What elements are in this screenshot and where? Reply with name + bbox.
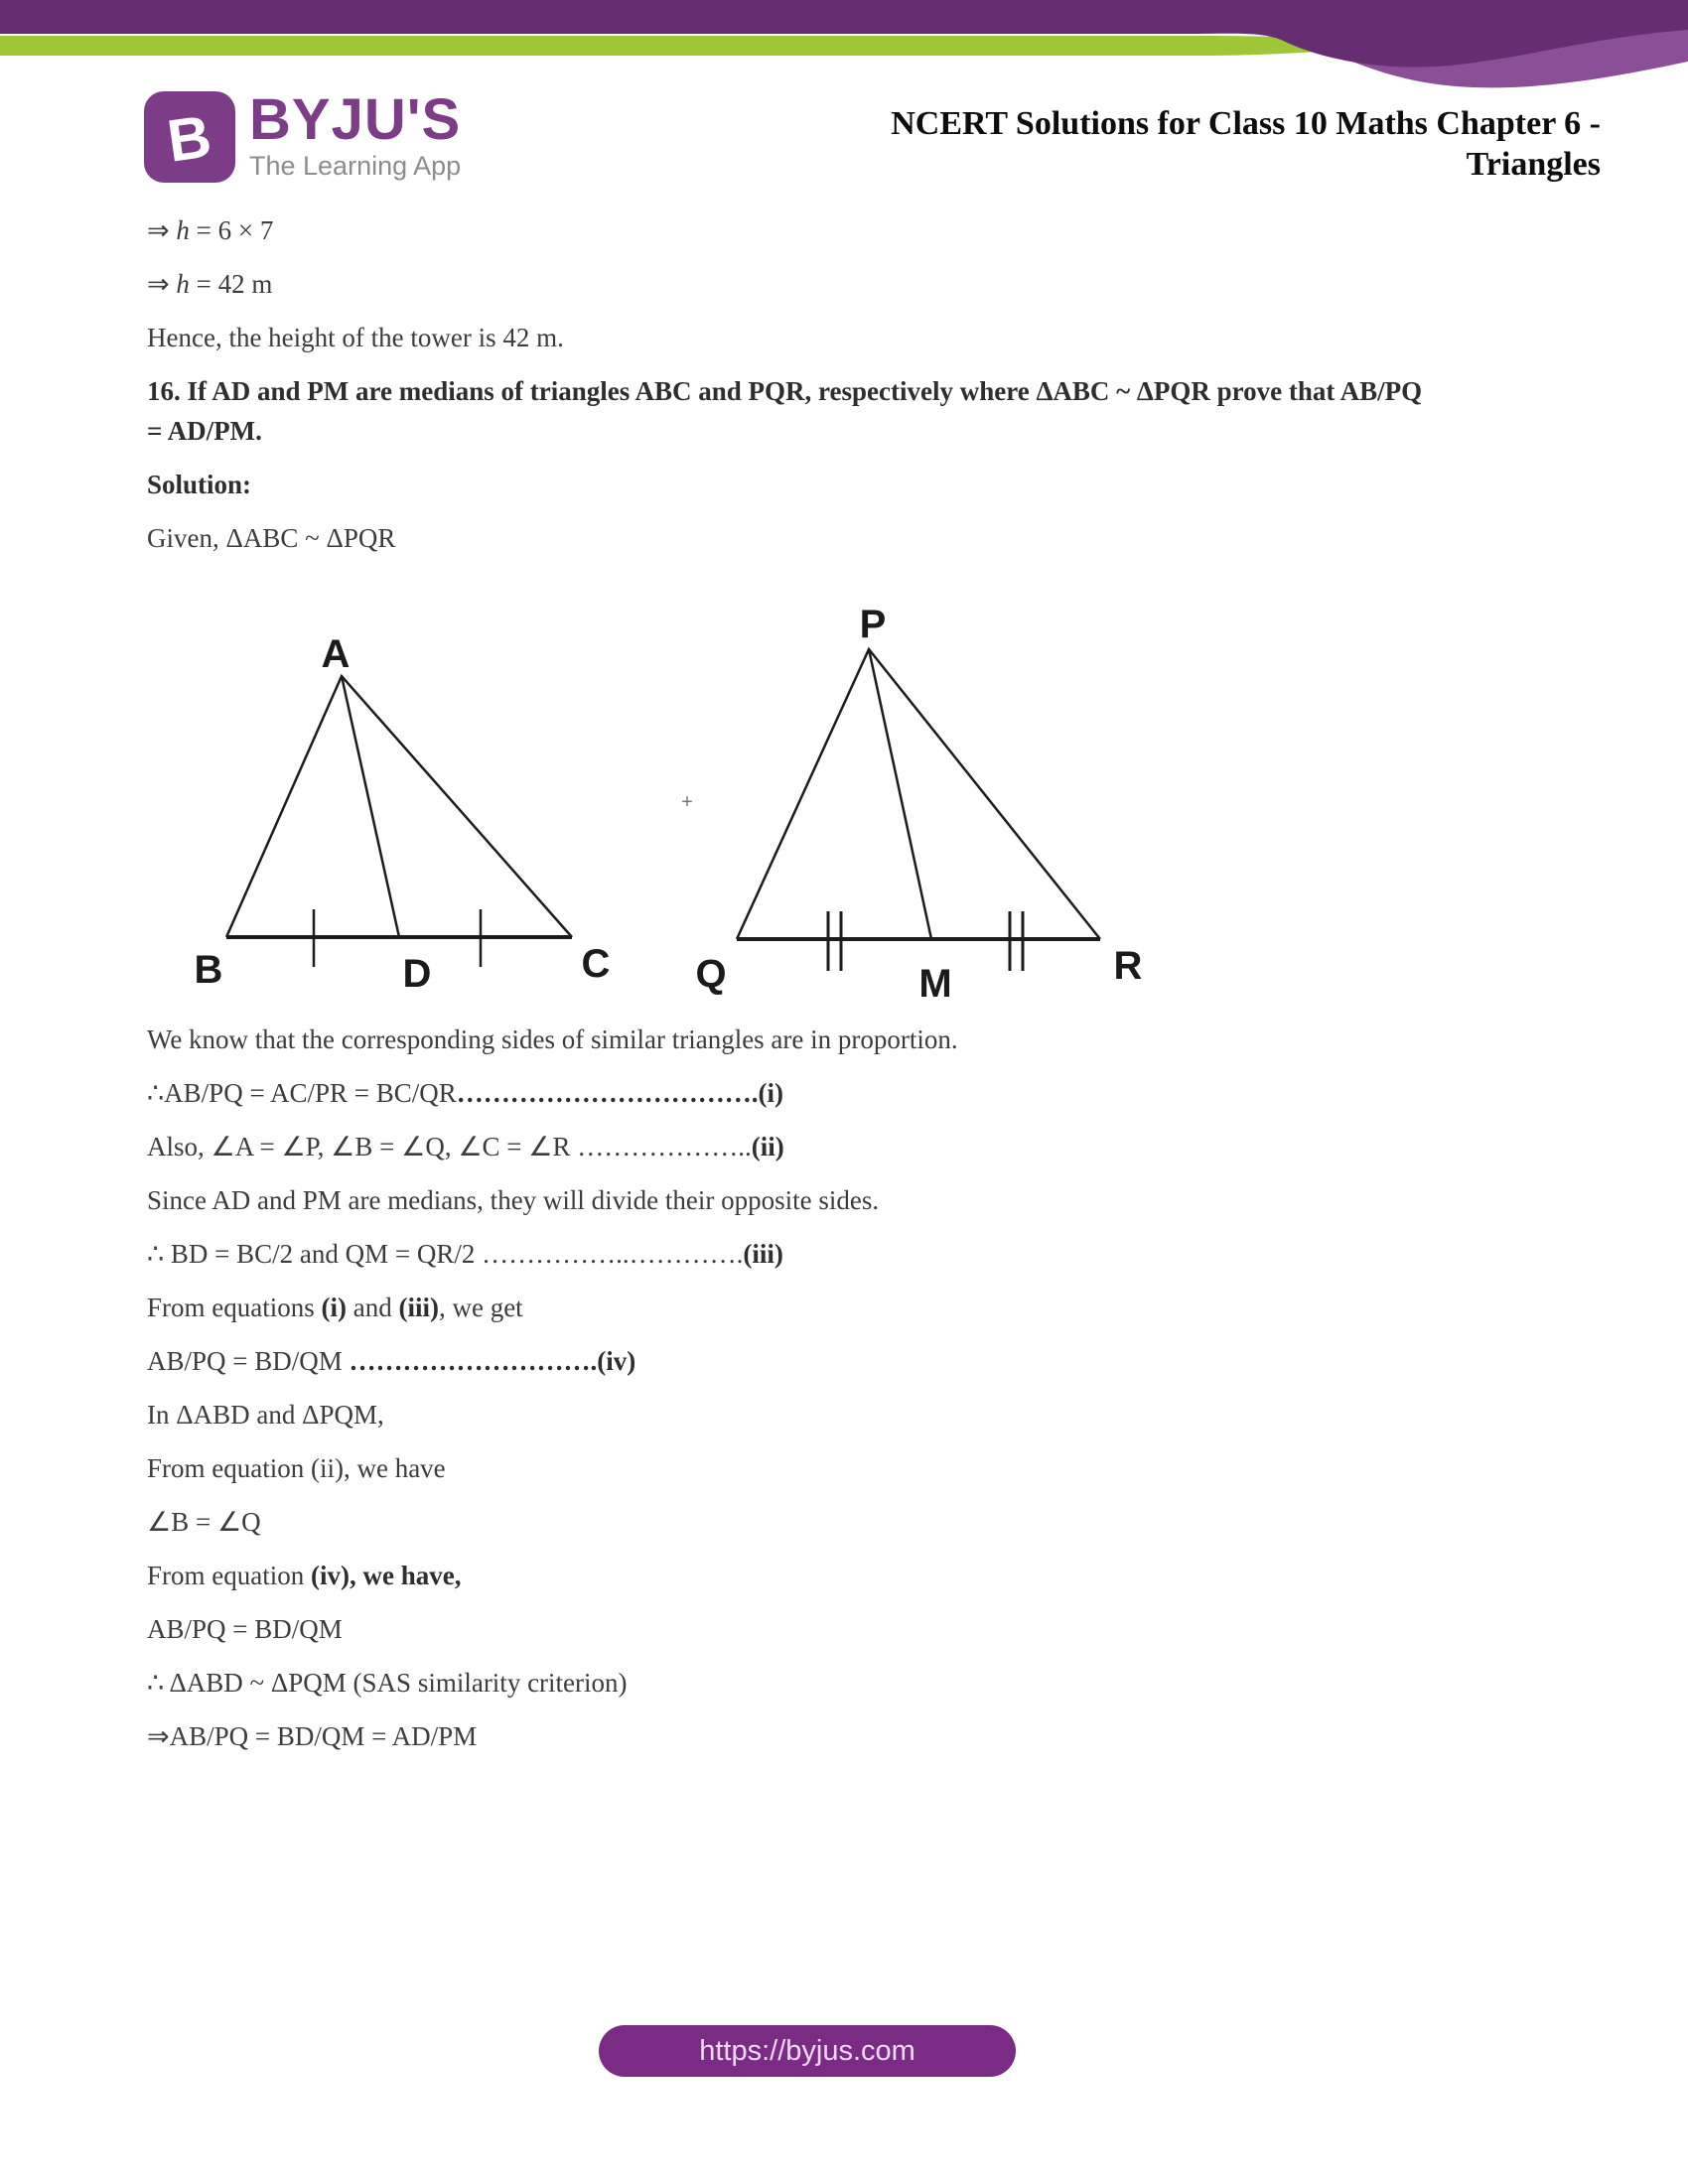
page-title-line2: Triangles (1466, 146, 1601, 183)
page-title-line1: NCERT Solutions for Class 10 Maths Chapter 6 - (891, 105, 1601, 142)
label-m: M (918, 962, 952, 999)
median-ad (342, 676, 399, 937)
text-line: ⇒ h = 6 × 7 (147, 215, 274, 245)
median-pm (869, 649, 931, 939)
label-q: Q (695, 952, 727, 996)
text-line: From equation (iv), we have, (147, 1561, 462, 1590)
page-title (707, 103, 1601, 185)
triangle-pqr-sides (737, 649, 1100, 939)
text-line: Since AD and PM are medians, they will divide their opposite sides. (147, 1185, 880, 1215)
byjus-logo (144, 87, 462, 183)
text-line: From equation (ii), we have (147, 1453, 446, 1483)
label-a: A (321, 632, 351, 676)
header-band-green (0, 36, 1404, 56)
label-b: B (194, 948, 223, 992)
text-line: Hence, the height of the tower is 42 m. (147, 323, 564, 352)
logo-text (249, 87, 462, 181)
text-line: ⇒AB/PQ = BD/QM = AD/PM (147, 1721, 478, 1751)
text-line: In ΔABD and ΔPQM, (147, 1400, 384, 1430)
text-line: ∴AB/PQ = AC/PR = BC/QR…………………………….(i) (147, 1078, 783, 1108)
triangle-pqr (737, 649, 1100, 971)
label-d: D (402, 952, 432, 996)
footer-link[interactable] (599, 2025, 1016, 2077)
text-line: From equations (i) and (iii), we get (147, 1293, 523, 1322)
text-line: ∴ ΔABD ~ ΔPQM (SAS similarity criterion) (147, 1668, 628, 1698)
text-line: ∴ BD = BC/2 and QM = QR/2 ……………..………….(iii) (147, 1239, 783, 1269)
text-line: 16. If AD and PM are medians of triangles ABC and PQR, respectively where ΔABC ~ ΔPQR prove that AB/PQ (147, 376, 1423, 406)
label-p: P (859, 603, 887, 646)
text-line: ∠B = ∠Q (147, 1507, 261, 1537)
text-line: Also, ∠A = ∠P, ∠B = ∠Q, ∠C = ∠R ………………..(ii) (147, 1132, 784, 1161)
content (147, 210, 1577, 1770)
header-band-purple (0, 0, 1688, 68)
logo-tagline: The Learning App (249, 151, 462, 181)
triangle-abc (226, 676, 572, 967)
text-line: Solution: (147, 470, 252, 499)
text-line: Given, ΔABC ~ ΔPQR (147, 523, 396, 553)
text-line: ⇒ h = 42 m (147, 269, 273, 299)
stray-mark: + (681, 791, 693, 813)
content-top (147, 210, 1577, 558)
triangle-abc-sides (226, 676, 572, 937)
logo-b-letter: B (163, 102, 215, 175)
label-r: R (1113, 944, 1143, 988)
triangles-figure (147, 582, 1150, 999)
text-line: AB/PQ = BD/QM (147, 1614, 343, 1644)
label-c: C (581, 942, 611, 986)
text-line: = AD/PM. (147, 416, 262, 446)
byjus-logo-mark (144, 91, 235, 183)
text-line: AB/PQ = BD/QM ……………………….(iv) (147, 1346, 636, 1376)
footer-url-text: https://byjus.com (699, 2034, 915, 2067)
logo-name: BYJU'S (249, 87, 462, 152)
content-bottom (147, 1020, 1577, 1756)
text-line: We know that the corresponding sides of similar triangles are in proportion. (147, 1024, 958, 1054)
